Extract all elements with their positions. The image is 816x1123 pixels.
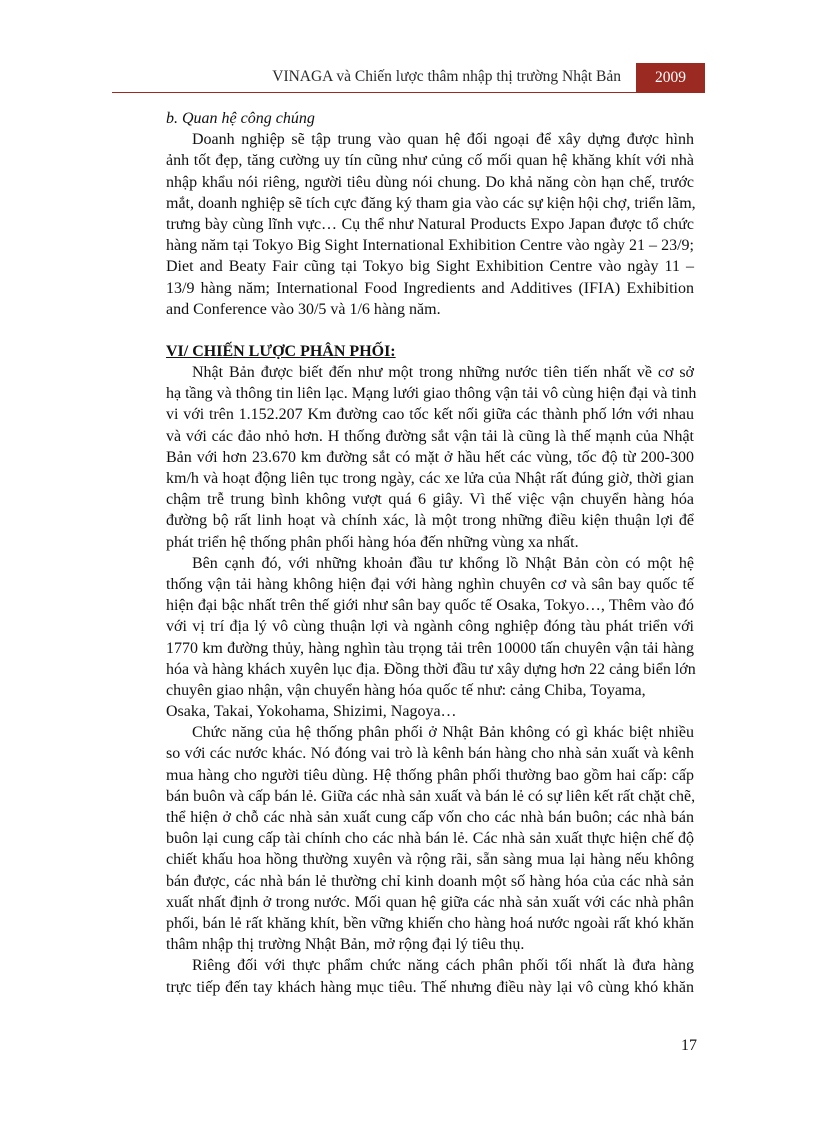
header-title: VINAGA và Chiến lược thâm nhập thị trường Nhật Bản bbox=[272, 68, 621, 85]
text-line: km/h và hoạt động liên tục trong ngày, các xe lửa của Nhật rất đúng giờ, thời gian bbox=[166, 470, 694, 487]
page-number: 17 bbox=[681, 1037, 697, 1054]
text-line: 1770 km đường thủy, hàng nghìn tàu trọng tải trên 10000 tấn chuyên vận tải hàng bbox=[166, 639, 694, 657]
text-line: Riêng đối với thực phẩm chức năng cách phân phối tối nhất là đưa hàng bbox=[192, 957, 694, 975]
text-line: bán buôn và cấp bán lẻ. Giữa các nhà sản xuất và bán lẻ có sự liên kết rất chặt chẽ, bbox=[166, 787, 696, 805]
text-line: thống vận tải hàng không hiện đại với hàng nghìn chuyên cơ và sân bay quốc tế bbox=[166, 575, 694, 593]
text-line: Doanh nghiệp sẽ tập trung vào quan hệ đối ngoại để xây dựng được hình bbox=[192, 131, 694, 149]
text-line: với vị trí địa lý vô cùng thuận lợi và ngành công nghiệp đóng tàu phát triển với bbox=[166, 618, 694, 636]
text-line: buôn lại cung cấp tài chính cho các nhà bán lẻ. Các nhà sản xuất thực hiện chế độ bbox=[166, 830, 694, 848]
text-line: Osaka, Takai, Yokohama, Shizimi, Nagoya… bbox=[166, 703, 457, 721]
text-line: hóa và hàng khách xuyên lục địa. Đồng thời đầu tư xây dựng hơn 22 cảng biển lớn bbox=[166, 660, 696, 678]
text-line: chậm trễ trung bình không vượt quá 6 giây. Vì thế việc vận chuyển hàng hóa bbox=[166, 491, 694, 509]
text-line: hiện đại bậc nhất trên thế giới như sân bay quốc tế Osaka, Tokyo…, Thêm vào đó bbox=[166, 597, 694, 615]
header-rule bbox=[112, 92, 705, 93]
text-line: trực tiếp đến tay khách hàng mục tiêu. Thế nhưng điều này lại vô cùng khó khăn bbox=[166, 978, 694, 996]
text-line: Diet and Beaty Fair cũng tại Tokyo big Sight Exhibition Centre vào ngày 11 – bbox=[166, 258, 694, 276]
document-body bbox=[166, 108, 697, 998]
text-line: thâm nhập thị trường Nhật Bản, mở rộng đại lý tiêu thụ. bbox=[166, 936, 525, 954]
paragraph-public-relations bbox=[166, 129, 694, 320]
text-line: phối, bán lẻ rất khăng khít, bền vững khiến cho hàng hoá nước ngoài rất khó khăn bbox=[166, 914, 694, 932]
spacer bbox=[166, 320, 694, 341]
text-line: thể hiện ở chỗ các nhà sản xuất cung cấp vốn cho các nhà bán buôn; các nhà bán bbox=[166, 809, 694, 826]
text-line: đường bộ rất linh hoạt và chính xác, là một trong những điều kiện thuận lợi để bbox=[166, 512, 694, 530]
text-line: vi với trên 1.152.207 Km đường cao tốc kết nối giữa các thành phố lớn với nhau bbox=[166, 406, 694, 424]
text-line: and Conference vào 30/5 và 1/6 hàng năm. bbox=[166, 300, 441, 318]
text-line: và với các đảo nhỏ hơn. H thống đường sắt vận tải là cũng là thế mạnh của Nhật bbox=[166, 427, 694, 445]
text-line: Chức năng của hệ thống phân phối ở Nhật Bản không có gì khác biệt nhiều bbox=[192, 724, 694, 742]
text-line: hạ tầng và thông tin liên lạc. Mạng lưới giao thông vận tải vô cùng hiện đại và tinh bbox=[166, 385, 697, 403]
paragraph-infrastructure bbox=[166, 362, 697, 553]
text-line: Bên cạnh đó, với những khoản đầu tư khổng lồ Nhật Bản còn có một hệ bbox=[192, 554, 694, 572]
text-line: chuyên giao nhận, vận chuyển hàng hóa quốc tế như: cảng Chiba, Toyama, bbox=[166, 681, 646, 699]
text-line: 13/9 hàng năm; International Food Ingredients and Additives (IFIA) Exhibition bbox=[166, 279, 694, 297]
text-line: chiết khấu hoa hồng thường xuyên và rộng rãi, sẵn sàng mua lại hàng nếu không bbox=[166, 851, 694, 869]
text-line: mua hàng cho người tiêu dùng. Hệ thống phân phối thường bao gồm hai cấp: cấp bbox=[166, 766, 694, 784]
page-header bbox=[112, 63, 705, 92]
text-line: phát triển hệ thống phân phối hàng hóa đến những vùng xa nhất. bbox=[166, 533, 579, 551]
paragraph-air-sea-transport bbox=[166, 553, 694, 723]
text-line: Bản với hơn 23.670 km đường sắt có mặt ở hầu hết các vùng, tốc độ từ 200-300 bbox=[166, 448, 694, 466]
paragraph-functional-food bbox=[166, 955, 694, 997]
text-line: so với các nước khác. Nó đóng vai trò là kênh bán hàng cho nhà sản xuất và kênh bbox=[166, 745, 694, 763]
text-line: hàng năm tại Tokyo Big Sight International Exhibition Centre vào ngày 21 – 23/9; bbox=[166, 237, 694, 255]
text-line: Nhật Bản được biết đến như một trong những nước tiên tiến nhất về cơ sở bbox=[192, 364, 694, 382]
header-year-badge: 2009 bbox=[636, 63, 705, 92]
text-line: trưng bày cùng lĩnh vực… Cụ thể như Natural Products Expo Japan được tổ chức bbox=[166, 215, 694, 233]
paragraph-distribution-function bbox=[166, 722, 694, 955]
text-line: ảnh tốt đẹp, tăng cường uy tín cũng như củng cố mối quan hệ khăng khít với nhà bbox=[166, 152, 694, 170]
section-title: VI/ CHIẾN LƯỢC PHÂN PHỐI: bbox=[166, 342, 396, 360]
subheading: b. Quan hệ công chúng bbox=[166, 110, 315, 127]
text-line: bán được, các nhà bán lẻ thường chỉ kinh doanh một số hàng hóa của các nhà sản bbox=[166, 872, 694, 890]
text-line: xuất nhất định ở trong nước. Mối quan hệ giữa các nhà sản xuất với các nhà phân bbox=[166, 893, 694, 911]
text-line: mắt, doanh nghiệp sẽ tích cực đăng ký tham gia vào các sự kiện hội chợ, triển lãm, bbox=[166, 194, 696, 212]
text-line: nhập khẩu nói riêng, người tiêu dùng nói chung. Do khả năng còn hạn chế, trước bbox=[166, 173, 694, 191]
